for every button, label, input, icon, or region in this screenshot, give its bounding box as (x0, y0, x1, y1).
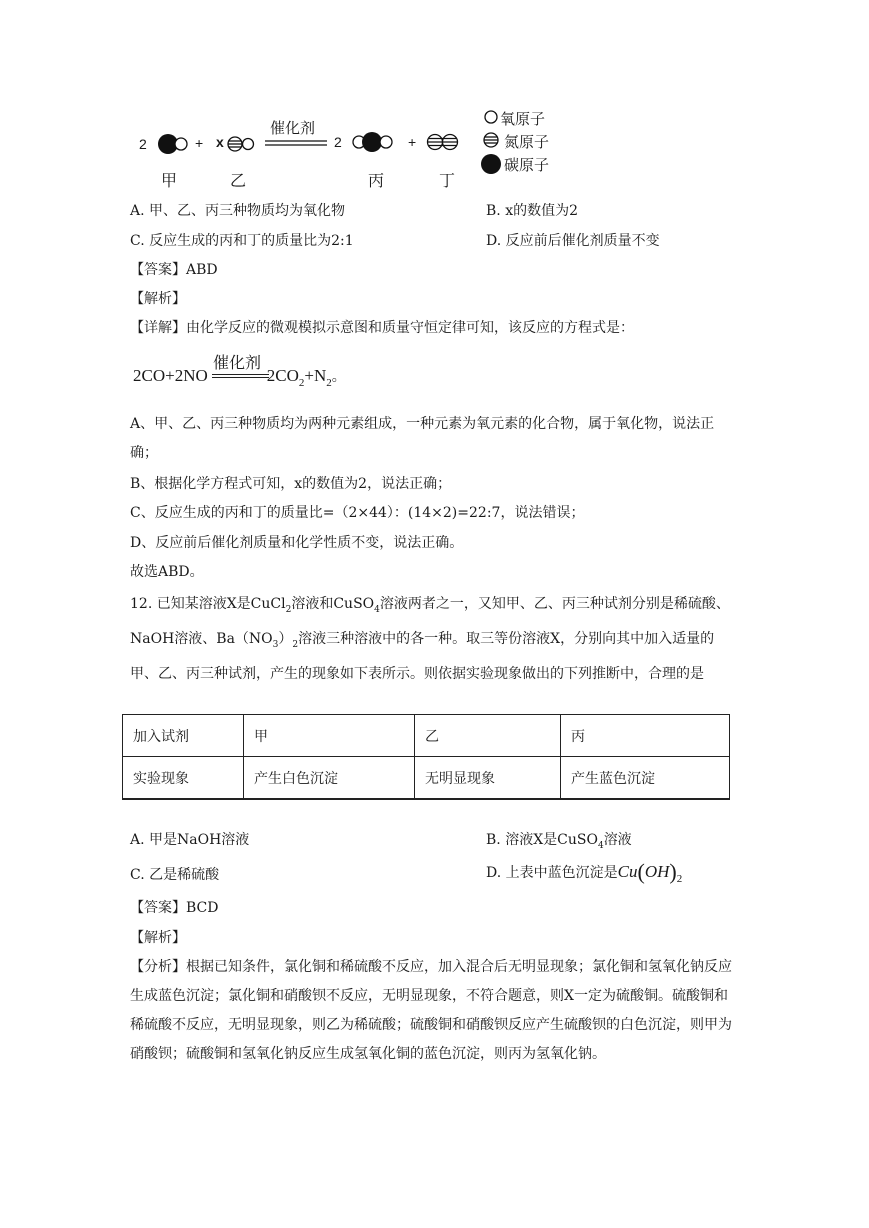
legend-oxygen-symbol (485, 111, 497, 123)
table-row (123, 757, 730, 800)
q12-sub-2: 4 (374, 605, 380, 615)
catalyst-label: 催化剂 (270, 119, 316, 137)
label-ding: 丁 (439, 171, 456, 190)
q12-text-2: 溶液和CuSO (291, 596, 375, 612)
q11-option-b: B. x的数值为2 (486, 203, 578, 219)
q11-choice: 故选ABD。 (130, 564, 204, 580)
molecule-ding (428, 135, 458, 150)
label-yi: 乙 (230, 171, 247, 190)
q12-option-a: A. 甲是NaOH溶液 (130, 832, 250, 848)
formula-sub: 2 (676, 873, 683, 885)
q11-answer: 【答案】ABD (130, 262, 218, 278)
q11-option-c: C. 反应生成的丙和丁的质量比为2:1 (130, 233, 354, 249)
legend-oxygen-label: 氧原子 (500, 110, 546, 128)
plus-sign-1: + (195, 135, 204, 151)
equation-n2-subscript: 2 (326, 377, 332, 389)
q11-explanation-d: D、反应前后催化剂质量和化学性质不变，说法正确。 (130, 535, 464, 551)
formula-oh: OH (644, 862, 670, 881)
q12-option-c: C. 乙是稀硫酸 (130, 867, 220, 883)
coef-bing: 2 (334, 134, 342, 150)
q11-option-d: D. 反应前后催化剂质量不变 (486, 233, 660, 249)
q12-option-d (486, 859, 683, 889)
q12-answer: 【答案】BCD (130, 900, 219, 916)
copper-hydroxide-formula: $Cu(OH)_2$ (617, 859, 683, 885)
table-cell: 乙 (415, 715, 561, 757)
equation-product-n2: +N (304, 366, 327, 385)
table-cell: 丙 (561, 715, 730, 757)
table-cell: 甲 (244, 715, 415, 757)
q12-question (130, 590, 740, 689)
legend-nitrogen-label: 氮原子 (504, 133, 550, 151)
table-cell: 产生蓝色沉淀 (561, 757, 730, 800)
table-cell: 实验现象 (123, 757, 244, 800)
q12-text-4: 溶液三种溶液中的各一种。取三等份溶液X，分别向其中加入适量的甲、乙、丙三种试剂，产生的现象如下表所示。则依据实验现象做出的下列推断中，合理的是 (130, 631, 715, 682)
q11-explanation-b: B、根据化学方程式可知，x的数值为2，说法正确； (130, 476, 452, 492)
molecule-bing (353, 132, 392, 152)
q12-option-b (486, 830, 632, 856)
label-bing: 丙 (368, 171, 385, 190)
table-header-row (123, 715, 730, 757)
q12-option-b-post: 溶液 (603, 832, 632, 848)
q12-sub-1: 2 (285, 605, 292, 615)
q12-text-close: ） (278, 631, 293, 647)
formula-cu: Cu (617, 862, 638, 881)
q12-option-b-pre: B. 溶液X是CuSO (486, 832, 598, 848)
q12-text-1: 12. 已知某溶液X是CuCl (130, 596, 286, 612)
label-jia: 甲 (161, 171, 178, 190)
q11-option-a: A. 甲、乙、丙三种物质均为氧化物 (130, 203, 346, 219)
equation-end: 。 (331, 370, 346, 385)
legend-carbon-label: 碳原子 (504, 156, 550, 174)
q12-analysis-text: 【分析】根据已知条件，氯化铜和稀硫酸不反应，加入混合后无明显现象；氯化铜和氢氧化钠反应生成蓝色沉淀；氯化铜和硝酸钡不反应，无明显现象，不符合题意，则X一定为硫酸铜。硫酸铜和稀硫酸不反应，无明显现象，则乙为稀硫酸；硫酸铜和硝酸钡反应产生硫酸钡的白色沉淀，则甲为硝酸钡；硫酸铜和氢氧化钠反应生成氢氧化铜的蓝色沉淀，则丙为氢氧化钠。 (130, 959, 732, 1062)
molecule-jia (158, 134, 187, 154)
table-cell: 加入试剂 (123, 715, 244, 757)
coef-jia: 2 (139, 136, 147, 152)
q11-explanation-c: C、反应生成的丙和丁的质量比=（2×44）：(14×2)=22:7，说法错误； (130, 505, 585, 521)
q12-analysis-heading: 【解析】 (130, 930, 186, 946)
q11-explanation-a: A、甲、乙、丙三种物质均为两种元素组成，一种元素为氧元素的化合物，属于氧化物，说法正确； (130, 416, 715, 461)
q12-option-d-pre: D. 上表中蓝色沉淀是 (486, 865, 618, 881)
coef-yi: x (216, 134, 224, 150)
table-cell: 产生白色沉淀 (244, 757, 415, 800)
q12-option-b-sub: 4 (597, 841, 604, 851)
legend-nitrogen-symbol (484, 133, 498, 147)
equation-co2-subscript: 2 (298, 377, 305, 389)
q12-sub-3: 3 (272, 640, 279, 650)
q11-detail-intro: 【详解】由化学反应的微观模拟示意图和质量守恒定律可知，该反应的方程式是： (130, 320, 634, 336)
equation-double-line (212, 374, 269, 378)
plus-sign-2: + (408, 134, 417, 150)
q11-analysis-heading: 【解析】 (130, 291, 186, 307)
equation-reactants: 2CO+2NO (133, 366, 208, 385)
legend-carbon-symbol (481, 154, 501, 174)
q12-sub-4: 2 (292, 640, 299, 650)
molecule-yi (228, 137, 254, 151)
equation-catalyst-label: 催化剂 (213, 353, 262, 372)
table-cell: 无明显现象 (415, 757, 561, 800)
equation-product-co2: 2CO (266, 366, 299, 385)
experiment-table (122, 714, 730, 800)
q12-text-3: 溶液两者之一，又知甲、乙、丙三种试剂分别是稀硫酸、NaOH溶液、Ba（NO (130, 596, 730, 647)
